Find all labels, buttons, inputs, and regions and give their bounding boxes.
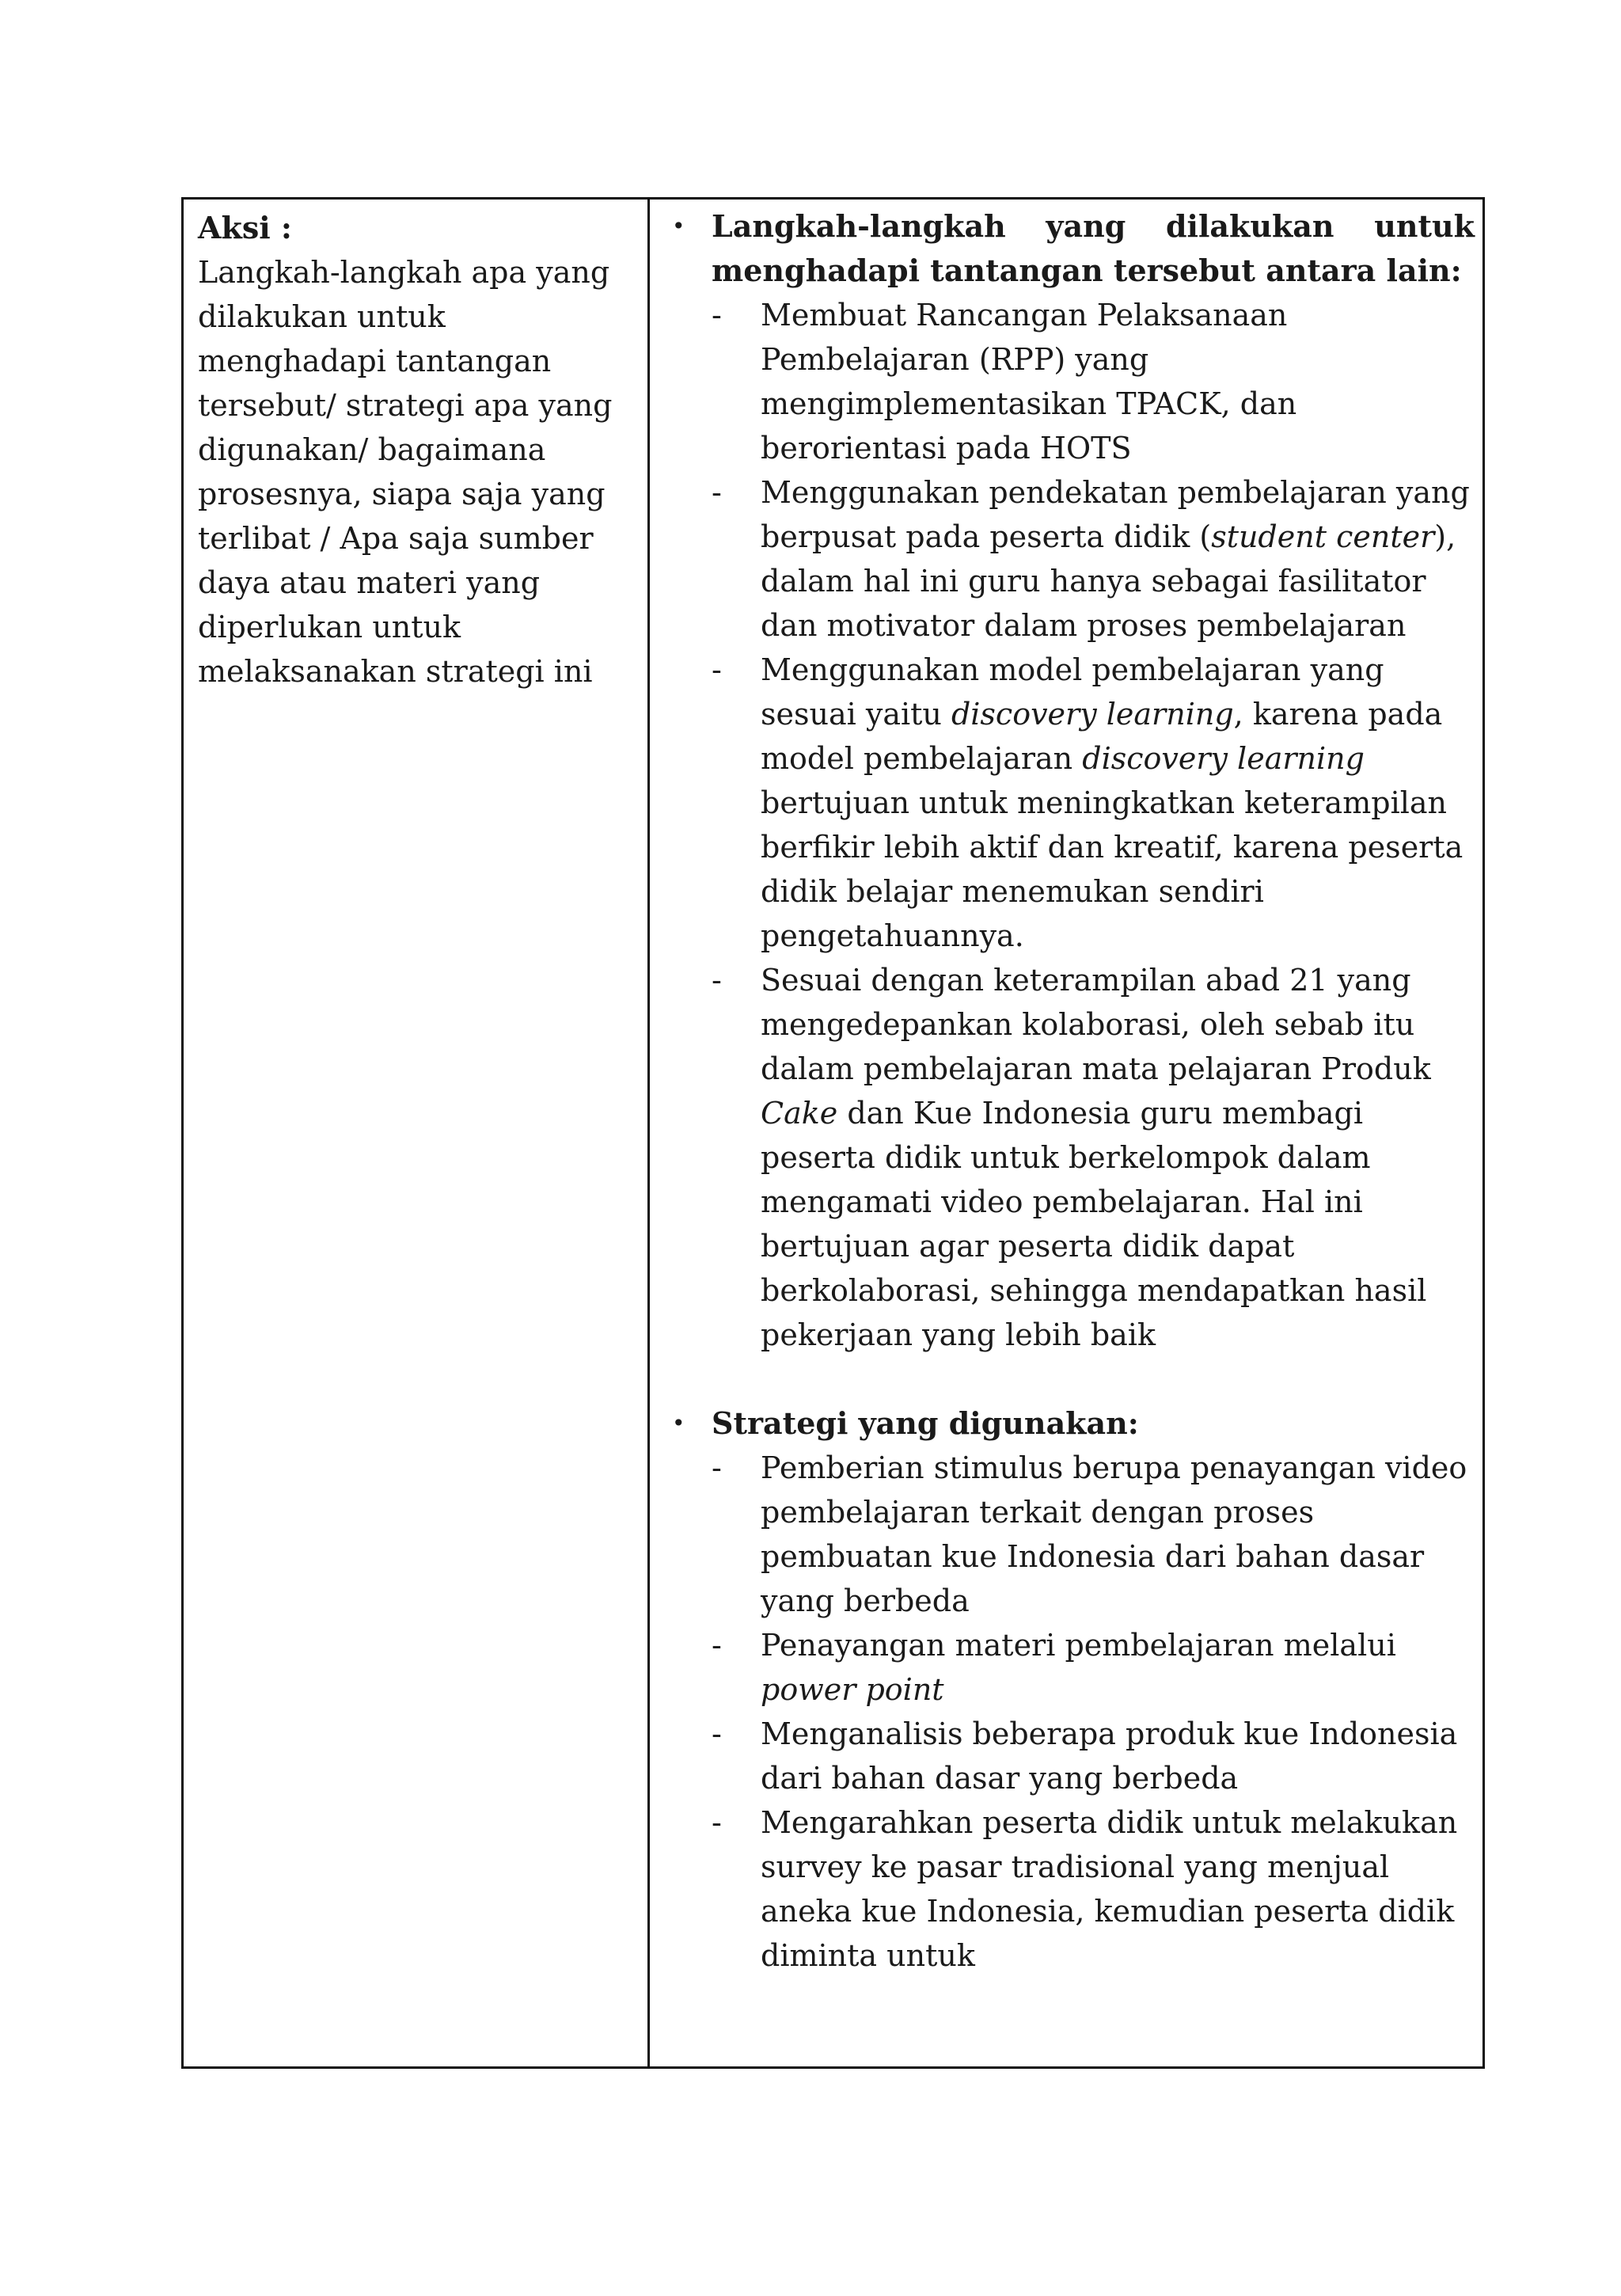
strategi-list <box>712 1446 1475 1978</box>
dash-marker: - <box>712 1628 722 1663</box>
list-item-text: Menggunakan pendekatan pembelajaran yang berpusat pada peserta didik ( <box>761 475 1470 554</box>
section-strategi <box>661 1401 1475 1978</box>
list-item <box>712 648 1475 958</box>
dash-marker: - <box>712 298 722 333</box>
langkah-list <box>712 293 1475 1357</box>
list-item <box>712 1446 1475 1623</box>
section-title: Strategi yang digunakan: <box>712 1405 1139 1441</box>
right-cell-content <box>650 200 1482 1978</box>
list-item-text: Menganalisis beberapa produk kue Indonesia dari bahan dasar yang berbeda <box>761 1716 1458 1796</box>
bullet-icon: • <box>672 1410 685 1436</box>
dash-marker: - <box>712 1450 722 1485</box>
list-item-italic: Cake <box>761 1096 838 1131</box>
left-cell-content <box>184 200 647 694</box>
list-item-text: Penayangan materi pembelajaran melalui <box>761 1628 1396 1663</box>
section-spacer <box>661 1357 1475 1401</box>
section-title: Langkah-langkah yang dilakukan untuk menghadapi tantangan tersebut antara lain: <box>712 208 1475 288</box>
list-item-italic: power point <box>761 1672 944 1707</box>
left-cell <box>183 199 649 2068</box>
list-item-text: Menggunakan model pembelajaran yang sesuai yaitu <box>761 652 1384 732</box>
list-item-text: Membuat Rancangan Pelaksanaan Pembelajaran (RPP) yang mengimplementasikan TPACK, dan berorientasi pada HOTS <box>761 298 1297 466</box>
list-item-text: dan Kue Indonesia guru membagi peserta didik untuk berkelompok dalam mengamati video pembelajaran. Hal ini bertujuan agar peserta didik dapat berkolaborasi, sehingga mendapatkan hasil pekerjaan yang lebih baik <box>761 1096 1427 1352</box>
list-item-text: , karena pada model pembelajaran <box>761 697 1443 776</box>
dash-marker: - <box>712 1716 722 1751</box>
list-item-text: ), dalam hal ini guru hanya sebagai fasilitator dan motivator dalam proses pembelajaran <box>761 519 1456 643</box>
dash-marker: - <box>712 963 722 998</box>
table-row <box>183 199 1484 2068</box>
dash-marker: - <box>712 652 722 687</box>
dash-marker: - <box>712 1805 722 1840</box>
list-item <box>712 1623 1475 1712</box>
aksi-heading: Aksi : <box>198 210 292 245</box>
list-item-text: Sesuai dengan keterampilan abad 21 yang mengedepankan kolaborasi, oleh sebab itu dalam pembelajaran mata pelajaran Produk <box>761 963 1431 1086</box>
list-item-text: Pemberian stimulus berupa penayangan video pembelajaran terkait dengan proses pembuatan kue Indonesia dari bahan dasar yang berbeda <box>761 1450 1467 1618</box>
list-item <box>712 470 1475 648</box>
aksi-table <box>181 197 1485 2069</box>
list-item-text: bertujuan untuk meningkatkan keterampilan berfikir lebih aktif dan kreatif, karena peserta didik belajar menemukan sendiri pengetahuannya. <box>761 785 1463 953</box>
list-item-italic: student center <box>1211 519 1435 554</box>
list-item-italic: discovery learning <box>951 697 1234 732</box>
list-item-italic: discovery learning <box>1082 741 1365 776</box>
aksi-description: Langkah-langkah apa yang dilakukan untuk menghadapi tantangan tersebut/ strategi apa yang digunakan/ bagaimana prosesnya, siapa saja yang terlibat / Apa saja sumber daya atau materi yang diperlukan untuk melaksanakan strategi ini <box>198 255 613 689</box>
list-item <box>712 293 1475 470</box>
list-item-text: Mengarahkan peserta didik untuk melakukan survey ke pasar tradisional yang menjual aneka kue Indonesia, kemudian peserta didik diminta untuk <box>761 1805 1458 1973</box>
section-langkah <box>661 204 1475 1357</box>
list-item <box>712 1712 1475 1800</box>
list-item <box>712 1800 1475 1978</box>
right-cell <box>649 199 1484 2068</box>
dash-marker: - <box>712 475 722 510</box>
list-item <box>712 958 1475 1357</box>
bullet-icon: • <box>672 213 685 239</box>
